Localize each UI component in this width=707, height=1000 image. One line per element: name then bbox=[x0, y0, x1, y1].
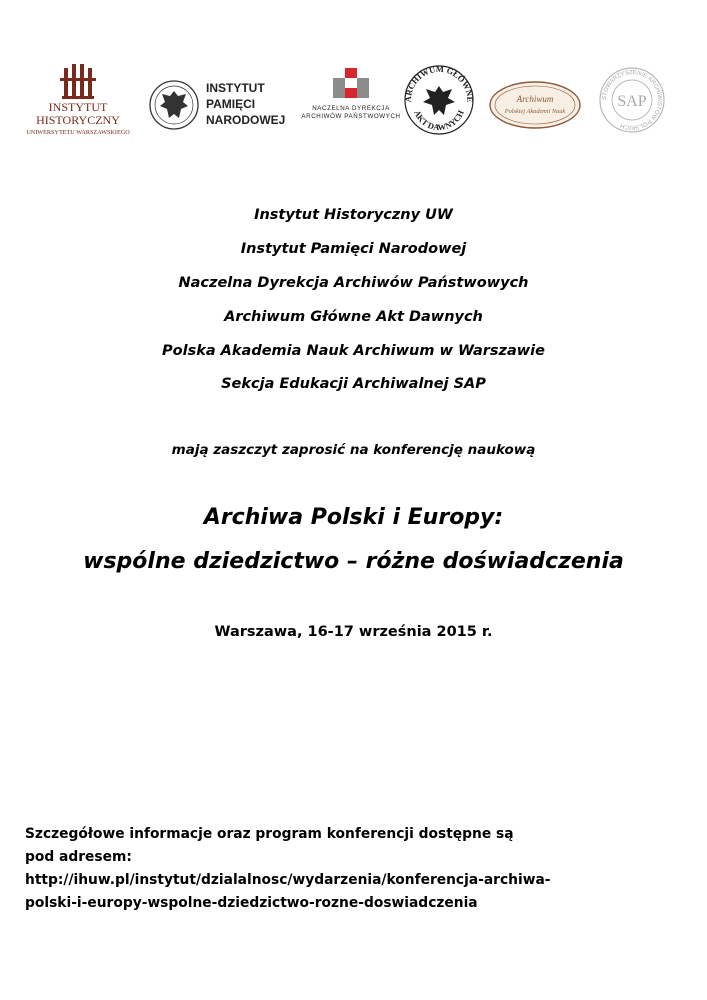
sap-ring-text: STOWARZYSZENIE ARCHIWISTÓW POLSKICH bbox=[601, 69, 663, 131]
ipn-logo bbox=[148, 76, 293, 136]
ihuw-line1: INSTYTUT bbox=[48, 100, 108, 114]
invitation-text: mają zaszczyt zaprosić na konferencję naukową bbox=[171, 442, 536, 458]
ipn-line1: INSTYTUT bbox=[206, 81, 265, 95]
ipn-line2: PAMIĘCI bbox=[206, 97, 256, 111]
ihuw-line3: UNIWERSYTETU WARSZAWSKIEGO bbox=[26, 129, 130, 136]
logo-strip bbox=[0, 0, 707, 170]
date-place: Warszawa, 16-17 września 2015 r. bbox=[214, 624, 493, 640]
agad-top-text: ARCHIWUM GŁÓWNE bbox=[402, 63, 476, 103]
ndap-line2: ARCHIWÓW PAŃSTWOWYCH bbox=[301, 113, 401, 120]
pan-line1: Archiwum bbox=[516, 94, 554, 104]
ihuw-emblem-icon bbox=[60, 64, 96, 99]
organizer-4: Archiwum Główne Akt Dawnych bbox=[224, 309, 483, 325]
ndap-logo bbox=[301, 66, 401, 126]
agad-eagle-icon bbox=[423, 86, 455, 115]
ihuw-logo bbox=[22, 62, 134, 142]
agad-bottom-text: AKT DAWNYCH bbox=[412, 108, 466, 133]
agad-logo bbox=[403, 64, 475, 136]
organizer-6: Sekcja Edukacji Archiwalnej SAP bbox=[221, 376, 486, 392]
info-line1: Szczegółowe informacje oraz program konferencji dostępne są bbox=[25, 826, 514, 842]
info-line2: pod adresem: bbox=[25, 849, 132, 865]
ipn-eagle-seal-icon bbox=[150, 81, 198, 129]
organizer-2: Instytut Pamięci Narodowej bbox=[240, 241, 467, 257]
sap-center-text: SAP bbox=[617, 93, 647, 110]
pan-line2: Polskiej Akademii Nauk bbox=[504, 108, 566, 115]
ndap-line1: NACZELNA DYREKCJA bbox=[312, 105, 390, 112]
organizer-5: Polska Akademia Nauk Archiwum w Warszawie bbox=[162, 343, 545, 359]
info-url-line2[interactable]: polski-i-europy-wspolne-dziedzictwo-rozne-doswiadczenia bbox=[25, 895, 478, 911]
organizer-3: Naczelna Dyrekcja Archiwów Państwowych bbox=[178, 275, 529, 291]
conference-title-line2: wspólne dziedzictwo – różne doświadczenia bbox=[83, 549, 624, 574]
ndap-stacked-blocks-icon bbox=[333, 68, 369, 98]
conference-title-line1: Archiwa Polski i Europy: bbox=[203, 505, 504, 530]
organizer-1: Instytut Historyczny UW bbox=[254, 207, 453, 223]
pan-archive-logo bbox=[488, 80, 582, 130]
info-url-line1[interactable]: http://ihuw.pl/instytut/dzialalnosc/wydarzenia/konferencja-archiwa- bbox=[25, 872, 551, 888]
sap-logo bbox=[598, 66, 666, 134]
ihuw-line2: HISTORYCZNY bbox=[36, 113, 120, 127]
ipn-line3: NARODOWEJ bbox=[206, 113, 286, 127]
